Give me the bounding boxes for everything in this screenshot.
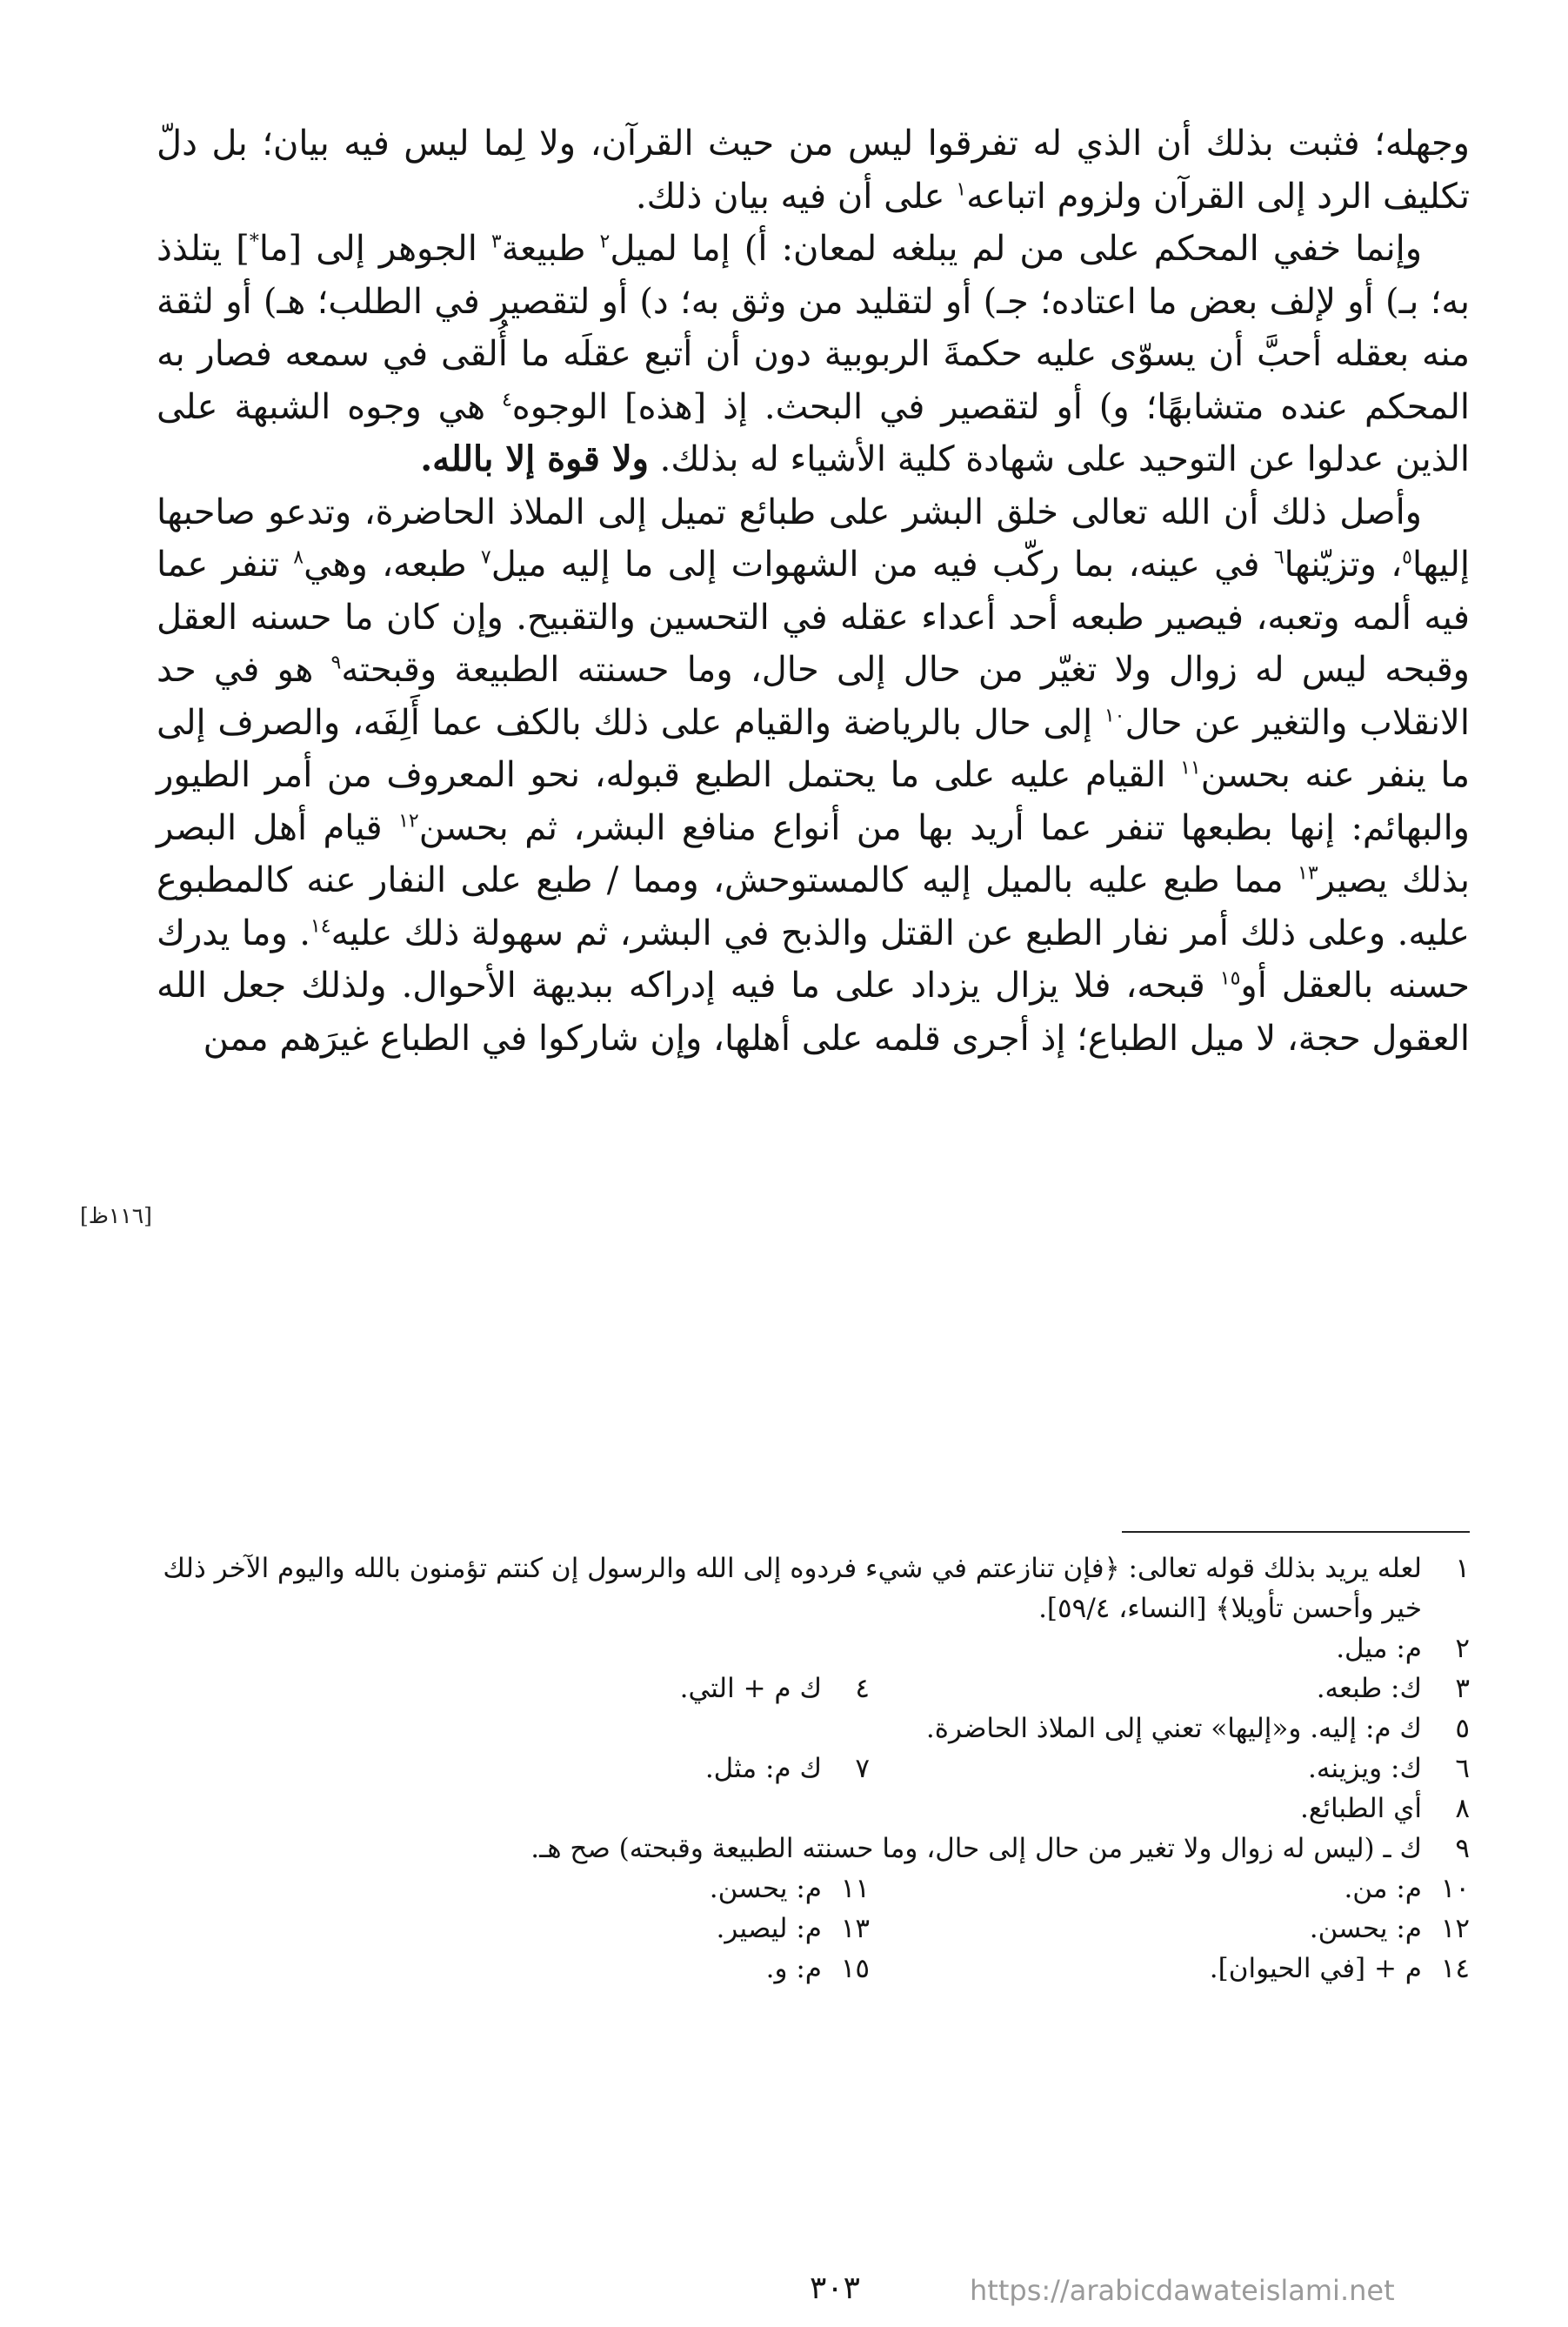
footnote-4 [270, 1668, 870, 1708]
footnote-7 [270, 1749, 870, 1789]
footnote-8 [1300, 1789, 1470, 1829]
footnote-text: ك م: مثل. [704, 1753, 822, 1784]
footnote-number: ١٣ [840, 1913, 870, 1944]
footnote-row [157, 1668, 1470, 1708]
footnote-row [157, 1829, 1470, 1869]
footnote-row [157, 1708, 1470, 1749]
source-watermark: https://arabicdawateislami.net [970, 2274, 1395, 2307]
footnote-number: ١١ [840, 1873, 870, 1904]
footnote-text: أي الطبائع. [1300, 1793, 1422, 1824]
footnote-6 [870, 1749, 1470, 1789]
footnote-text: م: و. [765, 1953, 822, 1984]
footnote-5 [157, 1708, 1470, 1749]
footnote-13 [270, 1909, 870, 1949]
footnotes [157, 1548, 1470, 1989]
footnote-row [157, 1949, 1470, 1989]
footnote-ref-star: * [249, 231, 259, 253]
footnote-number: ٢ [1455, 1633, 1470, 1664]
footnote-ref-13[interactable]: ١٣ [1298, 862, 1318, 885]
footnote-14 [870, 1949, 1470, 1989]
paragraph-3: وأصل ذلك أن الله تعالى خلق البشر على طبائع تميل إلى الملاذ الحاضرة، وتدعو صاحبها إليها$^٥$، وتزيّنها$^٦$ في عينه، بما ركّب فيه من الشهوات إلى ما إليه ميل$^٧$ طبعه، وهي$^٨$ تنفر عما فيه ألمه وتعبه، فيصير طبعه أحد أعداء عقله في التحسين والتقبيح. وإن كان ما حسنه العقل وقبحه ليس له زوال ولا تغيّر من حال إلى حال، وما حسنته الطبيعة وقبحته$^٩$ هو في حد الانقلاب والتغير عن حال$^{١٠}$ إلى حال بالرياضة والقيام على ذلك بالكف عما أَلِفَه، والصرف إلى ما ينفر عنه بحسن$^{١١}$ القيام عليه على ما يحتمل الطبع قبوله، نحو المعروف من أمر الطيور والبهائم: إنها بطبعها تنفر عما أريد بها من أنواع منافع البشر، ثم بحسن$^{١٢}$ قيام أهل البصر بذلك يصير$^{١٣}$ مما طبع عليه بالميل إليه كالمستوحش، ومما / طبع على النفار عنه كالمطبوع عليه. وعلى ذلك أمر نفار الطبع عن القتل والذبح في البشر، ثم سهولة ذلك عليه$^{١٤}$. وما يدرك حسنه بالعقل أو$^{١٥}$ قبحه، فلا يزال يزداد على ما فيه إدراكه ببديهة الأحوال. ولذلك جعل الله العقول حجة، لا ميل الطباع؛ إذ أجرى قلمه على أهلها، وإن شاركوا في الطباع غيرَهم ممن [157, 491, 1471, 1059]
footnote-text: م: يحسن. [709, 1873, 822, 1904]
footnote-number: ٦ [1455, 1753, 1470, 1784]
footnote-ref-6[interactable]: ٦ [1273, 546, 1284, 569]
page-number: ٣٠٣ [809, 2270, 860, 2306]
footnote-ref-14[interactable]: ١٤ [310, 915, 331, 938]
footnote-row [157, 1909, 1470, 1949]
footnote-text: م: ليصير. [716, 1913, 822, 1944]
footnote-3 [870, 1668, 1470, 1708]
footnote-number: ٨ [1455, 1793, 1470, 1824]
footnote-ref-7[interactable]: ٧ [480, 546, 491, 569]
main-text [157, 117, 1470, 1065]
footnote-ref-4[interactable]: ٤ [501, 389, 512, 411]
footnote-number: ٧ [855, 1753, 870, 1784]
footnote-text: ك م: إليه. و«إليها» تعني إلى الملاذ الحاضرة. [925, 1713, 1422, 1744]
footnote-number: ١٥ [840, 1953, 870, 1984]
footnote-row [157, 1789, 1470, 1829]
paragraph-1: وجهله؛ فثبت بذلك أن الذي له تفرقوا ليس من حيث القرآن، ولا لِما ليس فيه بيان؛ بل دلّ تكليف الرد إلى القرآن ولزوم اتباعه$^١$ على أن فيه بيان ذلك. [157, 124, 1470, 217]
footnote-10 [870, 1869, 1470, 1909]
footnote-ref-8[interactable]: ٨ [293, 546, 304, 569]
footnote-number: ٥ [1455, 1713, 1470, 1744]
paragraph-2: وإنما خفي المحكم على من لم يبلغه لمعان: أ) إما لميل$^٢$ طبيعة$^٣$ الجوهر إلى [ما*] يتلذذ به؛ بـ) أو لإلف بعض ما اعتاده؛ جـ) أو لتقليد من وثق به؛ د) أو لتقصير في الطلب؛ هـ) أو لثقة منه بعقله أحبَّ أن يسوّى عليه حكمةَ الربوبية دون أن أتبع عقلَه ما أُلقى في سمعه فصار به المحكم عنده متشابهًا؛ و) أو لتقصير في البحث. إذ [هذه] الوجوه$^٤$ هي وجوه الشبهة على الذين عدلوا عن التوحيد على شهادة كلية الأشياء له بذلك. ولا قوة إلا بالله. [157, 229, 1470, 479]
footnote-2 [1336, 1628, 1470, 1668]
footnote-number: ١ [1455, 1553, 1470, 1584]
footnote-row [157, 1548, 1470, 1628]
footnote-divider [1122, 1531, 1470, 1533]
footnote-9 [157, 1829, 1470, 1869]
footnote-text: م: يحسن. [1309, 1913, 1422, 1944]
footnote-ref-3[interactable]: ٣ [490, 231, 502, 253]
manuscript-folio-marker: [١١٦ظ] [80, 1203, 152, 1228]
footnote-number: ٤ [855, 1673, 870, 1704]
footnote-text: ك: طبعه. [1316, 1673, 1422, 1704]
footnote-row [157, 1869, 1470, 1909]
footnote-ref-2[interactable]: ٢ [599, 231, 611, 253]
footnote-number: ١٢ [1440, 1913, 1470, 1944]
footnote-11 [270, 1869, 870, 1909]
footnote-text: ك م + التي. [679, 1673, 822, 1704]
footnote-text: لعله يريد بذلك قوله تعالى: ﴿فإن تنازعتم في شيء فردوه إلى الله والرسول إن كنتم تؤمنون بالله واليوم الآخر ذلك خير وأحسن تأويلا﴾ [النساء، ٥٩/٤]. [163, 1553, 1422, 1624]
footnote-ref-10[interactable]: ١٠ [1104, 705, 1125, 727]
footnote-ref-11[interactable]: ١١ [1180, 757, 1201, 779]
footnote-row [157, 1749, 1470, 1789]
footnote-ref-5[interactable]: ٥ [1402, 546, 1412, 569]
footnote-1 [157, 1548, 1470, 1628]
footnote-ref-9[interactable]: ٩ [330, 652, 342, 674]
footnote-number: ١٠ [1440, 1873, 1470, 1904]
footnote-text: ك: ويزينه. [1307, 1753, 1422, 1784]
footnote-text: م: من. [1344, 1873, 1422, 1904]
footnote-ref-15[interactable]: ١٥ [1219, 967, 1241, 990]
footnote-text: م + [في الحيوان]. [1209, 1953, 1422, 1984]
footnote-text: م: ميل. [1336, 1633, 1422, 1664]
footnote-12 [870, 1909, 1470, 1949]
footnote-number: ٣ [1455, 1673, 1470, 1704]
footnote-ref-12[interactable]: ١٢ [398, 810, 419, 833]
footnote-row [157, 1628, 1470, 1668]
closing-phrase: ولا قوة إلا بالله. [420, 438, 649, 479]
footnote-text: ك ـ (ليس له زوال ولا تغير من حال إلى حال، وما حسنته الطبيعة وقبحته) صح هـ. [530, 1833, 1422, 1864]
footnote-number: ٩ [1455, 1833, 1470, 1864]
footnote-number: ١٤ [1440, 1953, 1470, 1984]
footnote-15 [270, 1949, 870, 1989]
footnote-ref-1[interactable]: ١ [956, 178, 967, 201]
